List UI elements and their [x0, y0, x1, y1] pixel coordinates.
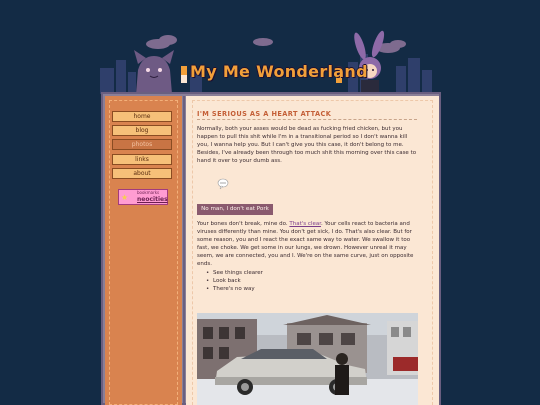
- badge-small-text: bookmarks: [137, 190, 160, 195]
- star-icon: ★: [121, 193, 129, 202]
- thats-clear-link[interactable]: That's clear: [289, 221, 321, 227]
- badge-big-text: neocities: [137, 196, 168, 203]
- neocities-badge[interactable]: [118, 189, 168, 205]
- list-item: • See things clearer: [206, 269, 326, 277]
- nav-photos-button[interactable]: photos: [112, 139, 172, 150]
- speech-bubble-icon: [217, 178, 229, 190]
- nav-blog-button[interactable]: blog: [112, 125, 172, 136]
- site-title[interactable]: My Me Wonderland: [190, 62, 368, 81]
- list-item: • There's no way: [206, 285, 326, 293]
- cat-mascot-icon: [134, 50, 174, 94]
- nav-links-button[interactable]: links: [112, 154, 172, 165]
- column-divider: [183, 96, 185, 405]
- post-paragraph-1: Normally, both your asses would be dead as fucking fried chicken, but you happen to pull this shit while I'm in a transitional period so I don't wanna kill you, I wanna help you. But I can't give you this case, it don't belong to me. Besides, I've already been through too much shit this morning over this case to hand it over to your dumb ass.: [197, 126, 417, 164]
- post-title: I'M SERIOUS AS A HEART ATTACK: [197, 110, 332, 118]
- post-photo: [197, 313, 418, 405]
- paragraph-2-start: Your bones don't break, mine do.: [197, 221, 290, 227]
- post-paragraph-2: [197, 220, 419, 268]
- title-divider: [197, 119, 417, 120]
- bullet-list: [206, 269, 326, 293]
- pork-quote-button[interactable]: No man, I don't eat Pork: [197, 204, 273, 215]
- nav-home-button[interactable]: home: [112, 111, 172, 122]
- paragraph-2-end: . Your cells react to bacteria and viruses differently than mine. You don't get sick, I do. That's also clear. But for some reason, you and I react the exact same way to water. We swallow it too fast, we choke. We get some in our lungs, we drown. However unreal it may seem, we are connected, you and I. We're on the same curve, just on opposite ends.: [197, 221, 414, 267]
- list-item: • Look back: [206, 277, 326, 285]
- nav-about-button[interactable]: about: [112, 168, 172, 179]
